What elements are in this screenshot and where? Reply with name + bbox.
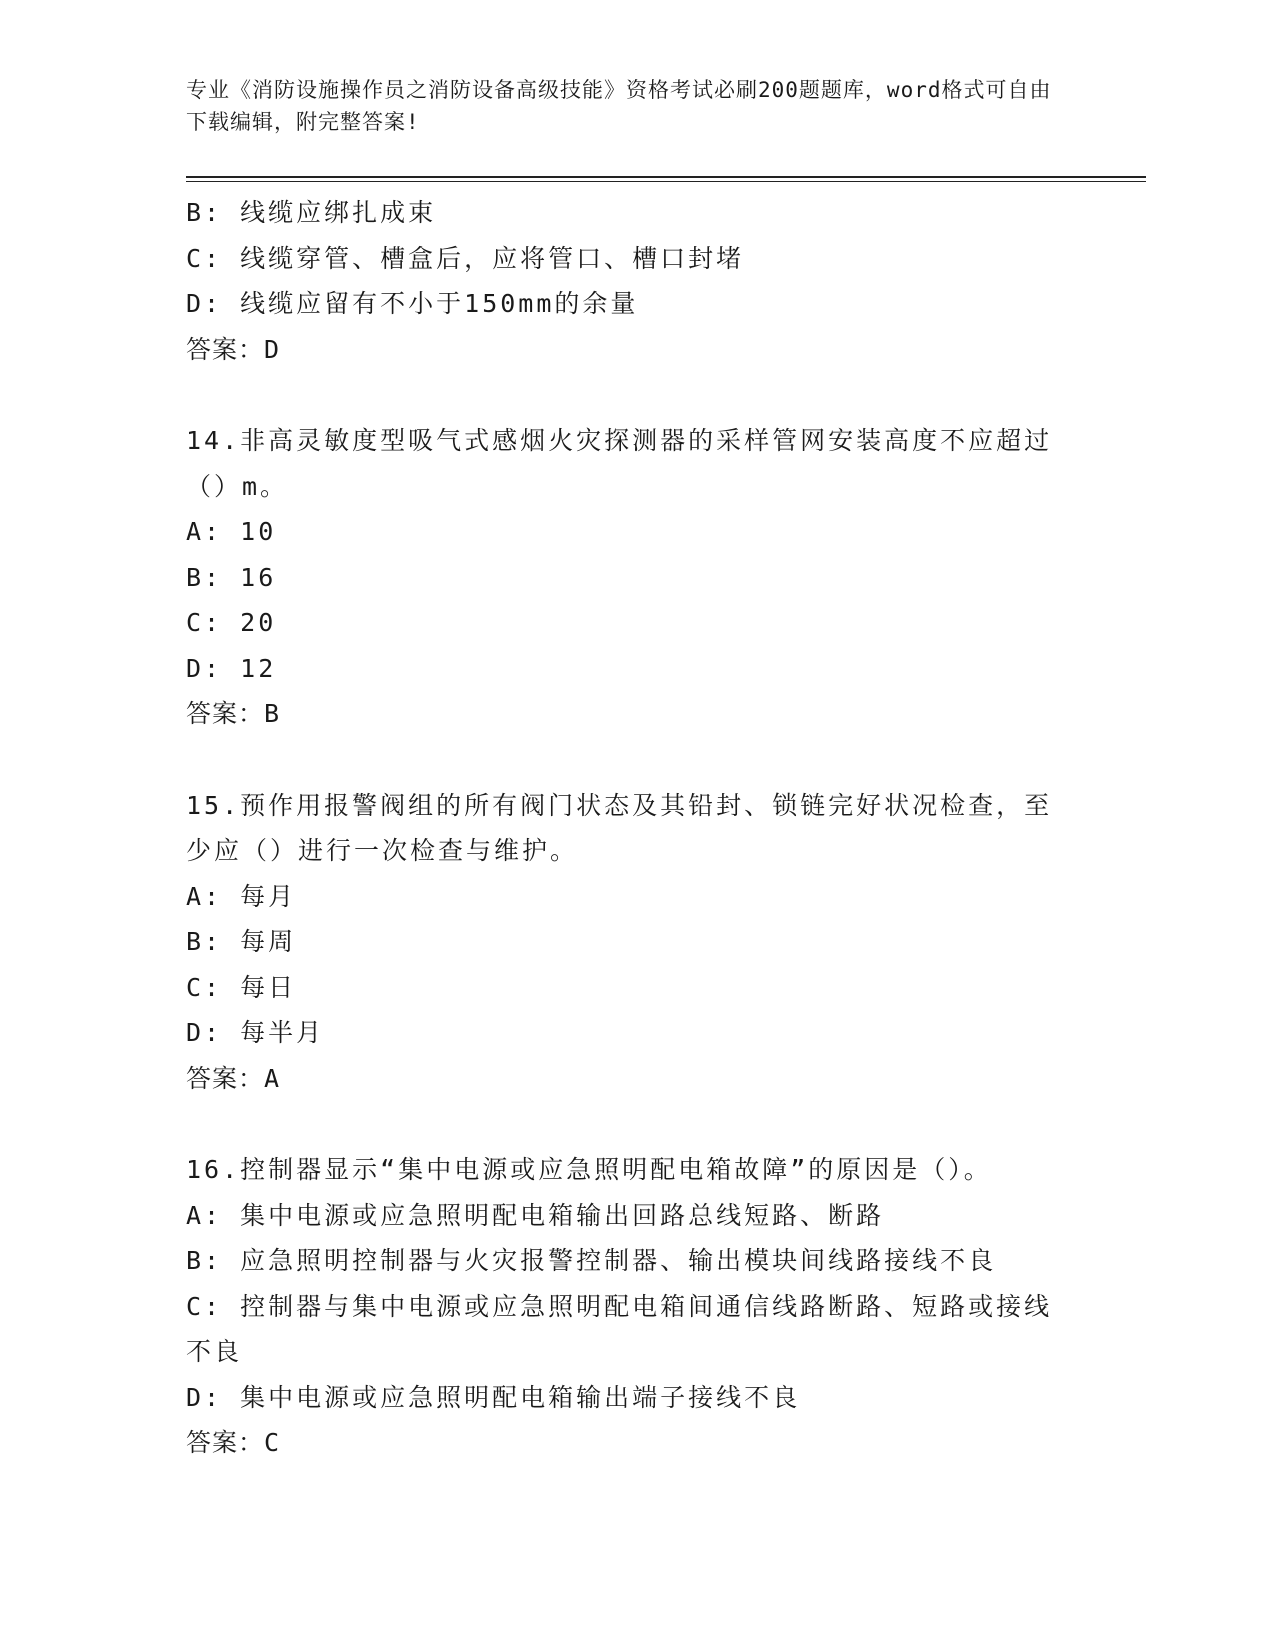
question-stem: 14.非高灵敏度型吸气式感烟火灾探测器的采样管网安装高度不应超过（）m。 [186, 426, 1053, 501]
question-content [186, 190, 1146, 1466]
answer-value: B [264, 699, 281, 728]
option-b: B: 应急照明控制器与火灾报警控制器、输出模块间线路接线不良 [186, 1246, 997, 1275]
question-16 [186, 1147, 1146, 1466]
question-13-continued [186, 190, 1146, 372]
answer-line [186, 691, 1146, 737]
option-d: D: 每半月 [186, 1018, 325, 1047]
option-d: D: 12 [186, 653, 277, 683]
option-b: B: 每周 [186, 927, 297, 956]
answer-value: A [264, 1063, 281, 1093]
header-divider [186, 176, 1146, 182]
option-b: B: 16 [186, 562, 277, 592]
option-b: B: 线缆应绑扎成束 [186, 198, 437, 227]
answer-line [186, 1056, 1146, 1102]
question-14 [186, 418, 1146, 737]
answer-label: 答案： [186, 1428, 265, 1457]
option-c: C: 20 [186, 608, 277, 637]
question-stem: 16.控制器显示“集中电源或应急照明配电箱故障”的原因是（）。 [186, 1155, 992, 1184]
answer-label: 答案： [186, 1063, 265, 1093]
option-a: A: 10 [186, 517, 277, 546]
option-c: C: 控制器与集中电源或应急照明配电箱间通信线路断路、短路或接线不良 [186, 1291, 1053, 1366]
answer-label: 答案： [186, 334, 265, 364]
answer-value: D [264, 334, 281, 364]
option-d: D: 集中电源或应急照明配电箱输出端子接线不良 [186, 1382, 801, 1412]
answer-value: C [264, 1428, 281, 1457]
question-15 [186, 783, 1146, 1102]
option-d: D: 线缆应留有不小于150mm的余量 [186, 289, 639, 318]
option-c: C: 每日 [186, 972, 297, 1002]
document-header: 专业《消防设施操作员之消防设备高级技能》资格考试必刷200题题库，word格式可自由下载编辑，附完整答案! [186, 78, 1052, 134]
document-page [186, 74, 1146, 1466]
option-c: C: 线缆穿管、槽盒后，应将管口、槽口封堵 [186, 243, 745, 273]
question-stem: 15.预作用报警阀组的所有阀门状态及其铅封、锁链完好状况检查，至少应（）进行一次检查与维护。 [186, 790, 1053, 865]
option-a: A: 集中电源或应急照明配电箱输出回路总线短路、断路 [186, 1200, 885, 1230]
answer-label: 答案： [186, 699, 265, 728]
option-a: A: 每月 [186, 881, 297, 911]
answer-line [186, 327, 1146, 373]
answer-line [186, 1420, 1146, 1466]
